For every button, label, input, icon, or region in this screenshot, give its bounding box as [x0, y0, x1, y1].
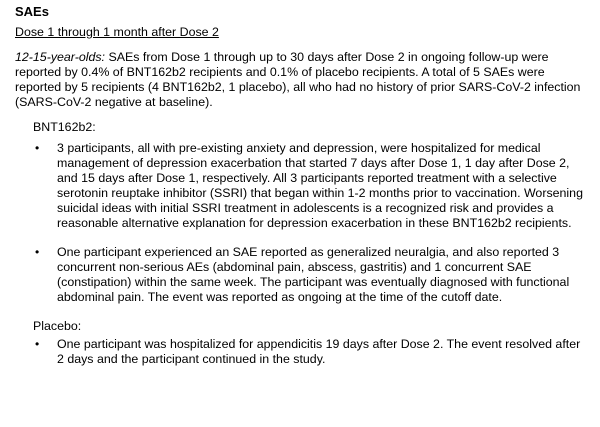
list-item-text: 3 participants, all with pre-existing anxiety and depression, were hospitalized for medical management of depression exacerbation that started 7 days after Dose 1, 1 day after Dose 2, and 15 days after Dose 1, respectively. All 3 participants reported treatment with a selective serotonin reuptake inhibitor (SSRI) that began within 1-2 months prior to vaccination. Worsening suicidal ideas with initial SSRI treatment in adolescents is a recognized risk and provides a reasonable alternative explanation for depression exacerbation in these BNT162b2 recipients. [57, 141, 583, 230]
list-item-text: One participant was hospitalized for appendicitis 19 days after Dose 2. The event resolved after 2 days and the participant continued in the study. [57, 337, 581, 366]
bullet-icon: • [35, 141, 40, 155]
intro-paragraph [15, 50, 590, 110]
intro-lead: 12-15-year-olds: [15, 50, 105, 64]
bnt-bullet-list [15, 141, 590, 305]
bullet-icon: • [35, 245, 40, 259]
list-item [33, 245, 590, 305]
section-subtitle: Dose 1 through 1 month after Dose 2 [15, 25, 219, 39]
list-item [33, 337, 590, 367]
intro-text: SAEs from Dose 1 through up to 30 days after Dose 2 in ongoing follow-up were reported by 0.4% of BNT162b2 recipients and 0.1% of placebo recipients. A total of 5 SAEs were reported by 5 recipients (4 BNT162b2, 1 placebo), all who had no history of prior SARS-CoV-2 infection (SARS-CoV-2 negative at baseline). [15, 50, 581, 109]
section-title: SAEs [15, 4, 49, 19]
bnt-group-label: BNT162b2: [33, 120, 96, 134]
placebo-group-label: Placebo: [33, 319, 82, 333]
bullet-icon: • [35, 337, 40, 351]
list-item-text: One participant experienced an SAE reported as generalized neuralgia, and also reported 3 concurrent non-serious AEs (abdominal pain, abscess, gastritis) and 1 concurrent SAE (constipation) within the same week. The participant was eventually diagnosed with functional abdominal pain. The event was reported as ongoing at the time of the cutoff date. [57, 245, 570, 304]
list-item [33, 141, 590, 231]
placebo-bullet-list [15, 337, 590, 367]
